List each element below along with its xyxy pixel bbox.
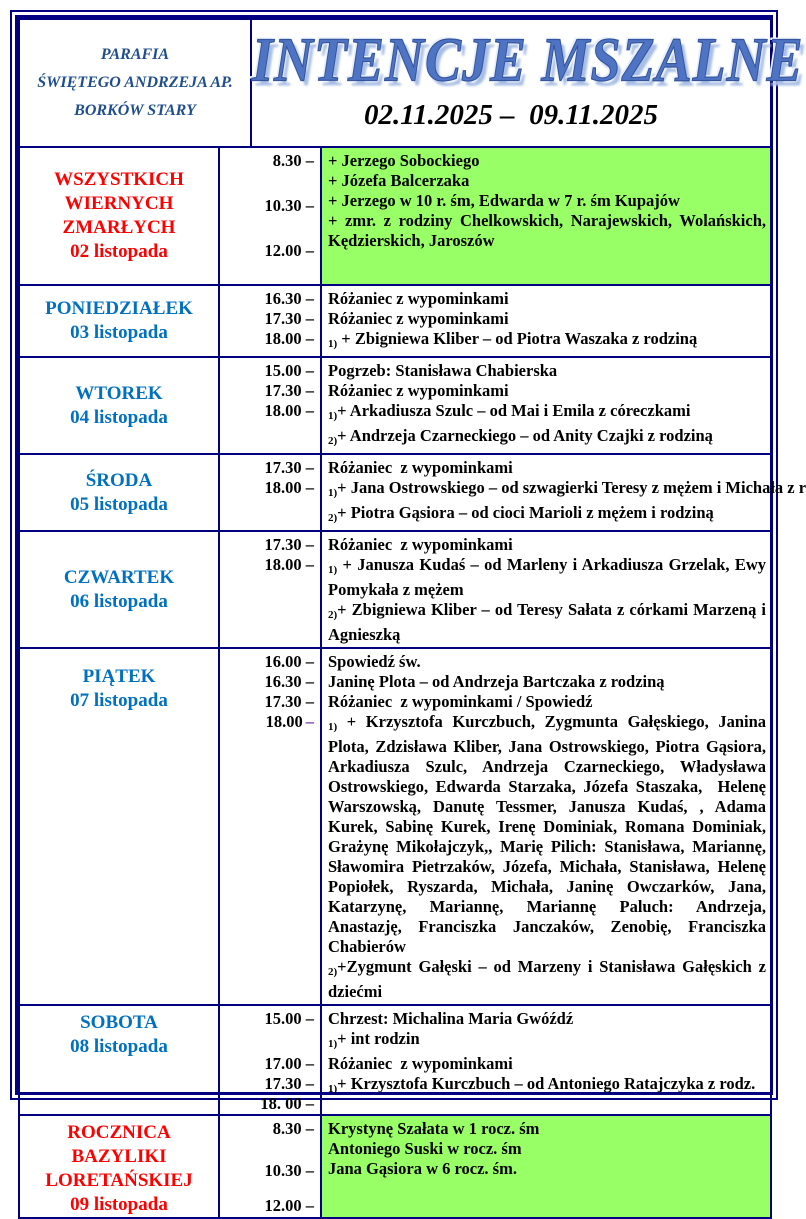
time-cell (219, 147, 321, 285)
time-entry: 17.00 – (264, 1054, 314, 1073)
time-cell (219, 648, 321, 1005)
intentions-cell (321, 357, 771, 454)
day-cell (19, 357, 219, 454)
time-entry: 17.30 – (264, 535, 314, 554)
day-cell (19, 454, 219, 531)
intention-line: 1)+ Krzysztofa Kurczbuch – od Antoniego Ratajczyka z rodz. (328, 1074, 756, 1095)
intention-line: 2)+ Zbigniewa Kliber – od Teresy Sałata z córkami Marzeną i Agnieszką (328, 600, 770, 644)
intention-line: + Jerzego Sobockiego (328, 151, 480, 170)
intention-line: 1) + Janusza Kudaś – od Marleny i Arkadiusza Grzelak, Ewy Pomykała z mężem (328, 555, 771, 599)
intentions-table (18, 18, 806, 1219)
intention-line: 1)+ Jana Ostrowskiego – od szwagierki Teresy z mężem i Michała z r (328, 478, 806, 499)
time-entry: 18.00 – (264, 555, 314, 574)
table-row (19, 147, 771, 285)
day-cell (19, 147, 219, 285)
time-cell (219, 285, 321, 357)
table-row (19, 357, 771, 454)
day-cell (19, 1115, 219, 1218)
time-entry: 18.00 – (264, 329, 314, 348)
parish-line-1: PARAFIA (100, 46, 170, 63)
time-entry: 10.30 – (264, 196, 314, 215)
intention-marker: 1) (328, 487, 338, 499)
intention-marker: 1) (328, 1083, 338, 1095)
time-entry: 17.30 – (264, 309, 314, 328)
time-entry: 17.30 – (264, 381, 314, 400)
purple-dash: – (305, 712, 314, 731)
table-row (19, 1115, 771, 1218)
parish-cell (19, 19, 251, 147)
intention-line: Różaniec z wypominkami (328, 381, 509, 400)
intention-line: Różaniec z wypominkami (328, 458, 513, 477)
time-entry: 12.00 – (264, 241, 314, 260)
time-entry: 16.30 – (264, 672, 314, 691)
intentions-cell (321, 1115, 771, 1218)
inner-border (15, 15, 806, 1215)
intention-line: 2)+Zygmunt Gałęski – od Marzeny i Stanisława Gałęskich z dziećmi (328, 957, 771, 1001)
intention-line: Spowiedź św. (328, 652, 421, 671)
intention-line: + Józefa Balcerzaka (328, 171, 470, 190)
day-date: 03 listopada (70, 322, 168, 343)
day-date: 09 listopada (70, 1194, 168, 1215)
intention-line: Jana Gąsiora w 6 rocz. śm. (328, 1159, 517, 1178)
time-cell (219, 454, 321, 531)
time-cell (219, 531, 321, 648)
intentions-cell (321, 454, 806, 531)
intention-line: Janinę Plota – od Andrzeja Bartczaka z rodziną (328, 672, 665, 691)
intention-marker: 1) (328, 1038, 338, 1050)
time-entry: 17.30 – (264, 458, 314, 477)
intention-marker: 1) (328, 564, 338, 576)
parish-line-3: BORKÓW STARY (74, 102, 196, 119)
intention-marker: 1) (328, 721, 338, 733)
intentions-cell (321, 648, 771, 1005)
table-row (19, 285, 771, 357)
day-name: CZWARTEK (63, 566, 175, 588)
table-row (19, 531, 771, 648)
intention-line: + Jerzego w 10 r. śm, Edwarda w 7 r. śm Kupajów (328, 191, 680, 210)
intention-marker: 2) (328, 966, 338, 978)
intention-marker: 2) (328, 435, 338, 447)
intention-line: + zmr. z rodziny Chelkowskich, Narajewskich, Wolańskich, Kędzierskich, Jaroszów (328, 211, 771, 250)
intention-line: 1)+ int rodzin (328, 1029, 420, 1050)
intentions-cell (321, 531, 771, 648)
time-cell (219, 357, 321, 454)
intention-line: Krystynę Szałata w 1 rocz. śm (328, 1119, 540, 1138)
intention-line: Różaniec z wypominkami / Spowiedź (328, 692, 593, 711)
page-title: INTENCJE MSZALNE (252, 25, 804, 95)
table-row (19, 454, 771, 531)
time-entry: 18. 00 – (260, 1094, 314, 1113)
day-name: SOBOTA (80, 1012, 158, 1033)
outer-border (10, 10, 806, 1215)
day-date: 04 listopada (70, 406, 168, 428)
time-entry: 17.30 – (264, 1074, 314, 1093)
intention-marker: 2) (328, 609, 338, 621)
intentions-cell (321, 285, 771, 357)
intention-marker: 1) (328, 338, 338, 350)
intention-marker: 1) (328, 410, 338, 422)
intention-line: Antoniego Suski w rocz. śm (328, 1139, 522, 1158)
day-cell (19, 531, 219, 648)
time-entry: 15.00 – (264, 361, 314, 380)
day-name: ŚRODA (85, 469, 153, 491)
parish-line-2: ŚWIĘTEGO ANDRZEJA AP. (37, 74, 233, 91)
day-date: 02 listopada (70, 241, 168, 262)
header-row (19, 19, 771, 147)
day-name: PIĄTEK (82, 666, 156, 687)
day-cell (19, 1005, 219, 1115)
day-cell (19, 648, 219, 1005)
time-entry: 12.00 – (264, 1196, 314, 1215)
day-name: ROCZNICA BAZYLIKI LORETAŃSKIEJ (45, 1122, 193, 1191)
time-entry: 8.30 – (272, 1119, 314, 1138)
time-entry: 16.30 – (264, 289, 314, 308)
time-entry: 16.00 – (264, 652, 314, 671)
day-date: 06 listopada (70, 590, 168, 612)
date-range: 02.11.2025 – 09.11.2025 (363, 99, 659, 131)
day-date: 08 listopada (70, 1036, 168, 1057)
intention-line: Różaniec z wypominkami (328, 535, 513, 554)
intention-line: Różaniec z wypominkami (328, 1054, 513, 1073)
time-entry: 10.30 – (264, 1161, 314, 1180)
intention-line: 2)+ Piotra Gąsiora – od cioci Marioli z mężem i rodziną (328, 503, 714, 524)
table-row (19, 648, 771, 1005)
day-date: 05 listopada (70, 493, 168, 515)
intention-line: Pogrzeb: Stanisława Chabierska (328, 361, 558, 380)
intention-line: Różaniec z wypominkami (328, 289, 509, 308)
day-date: 07 listopada (70, 690, 168, 711)
intentions-cell (321, 1005, 771, 1115)
intention-line: 1) + Krzysztofa Kurczbuch, Zygmunta Gałęskiego, Janina Plota, Zdzisława Kliber, Jana Ostrowskiego, Piotra Gąsiora, Arkadiusza Szulc, Andrzeja Czarneckiego, Władysława Ostrowskiego, Edwarda Starzaka, Józefa Staszaka, Helenę Warszowską, Danutę Tessmer, Janusza Kudaś, , Adama Kurek, Sabinę Kurek, Irenę Dominiak, Romana Dominiak, Grażynę Mikołajczyk,, Marię Pilich: Stanisława, Mariannę, Sławomira Pietrzaków, Józefa, Michała, Stanisława, Helenę Popiołek, Ryszarda, Michała, Janinę Owczarków, Jana, Katarzynę, Mariannę, Mariannę Paluch: Andrzeja, Anastazję, Franciszka Janczaków, Zenobię, Franciszka Chabierów (328, 712, 771, 956)
title-cell (251, 19, 804, 147)
intention-line: 2)+ Andrzeja Czarneckiego – od Anity Czajki z rodziną (328, 426, 713, 447)
day-name: WSZYSTKICH WIERNYCH ZMARŁYCH (54, 169, 184, 238)
intention-line: Chrzest: Michalina Maria Gwóźdź (328, 1009, 574, 1028)
day-cell (19, 285, 219, 357)
day-name: PONIEDZIAŁEK (45, 298, 193, 319)
time-entry: 8.30 – (272, 151, 314, 170)
intention-marker: 2) (328, 512, 338, 524)
time-entry: 18.00 – (264, 401, 314, 420)
time-entry: 17.30 – (264, 692, 314, 711)
time-cell (219, 1115, 321, 1218)
time-entry: 15.00 – (264, 1009, 314, 1028)
day-name: WTOREK (75, 382, 163, 404)
table-row (19, 1005, 771, 1115)
intention-line: Różaniec z wypominkami (328, 309, 509, 328)
time-entry: 18.00 – (265, 712, 314, 731)
intention-line: 1) + Zbigniewa Kliber – od Piotra Waszaka z rodziną (328, 329, 698, 350)
intention-line: 1)+ Arkadiusza Szulc – od Mai i Emila z córeczkami (328, 401, 691, 422)
intentions-cell (321, 147, 771, 285)
time-cell (219, 1005, 321, 1115)
time-entry: 18.00 – (264, 478, 314, 497)
